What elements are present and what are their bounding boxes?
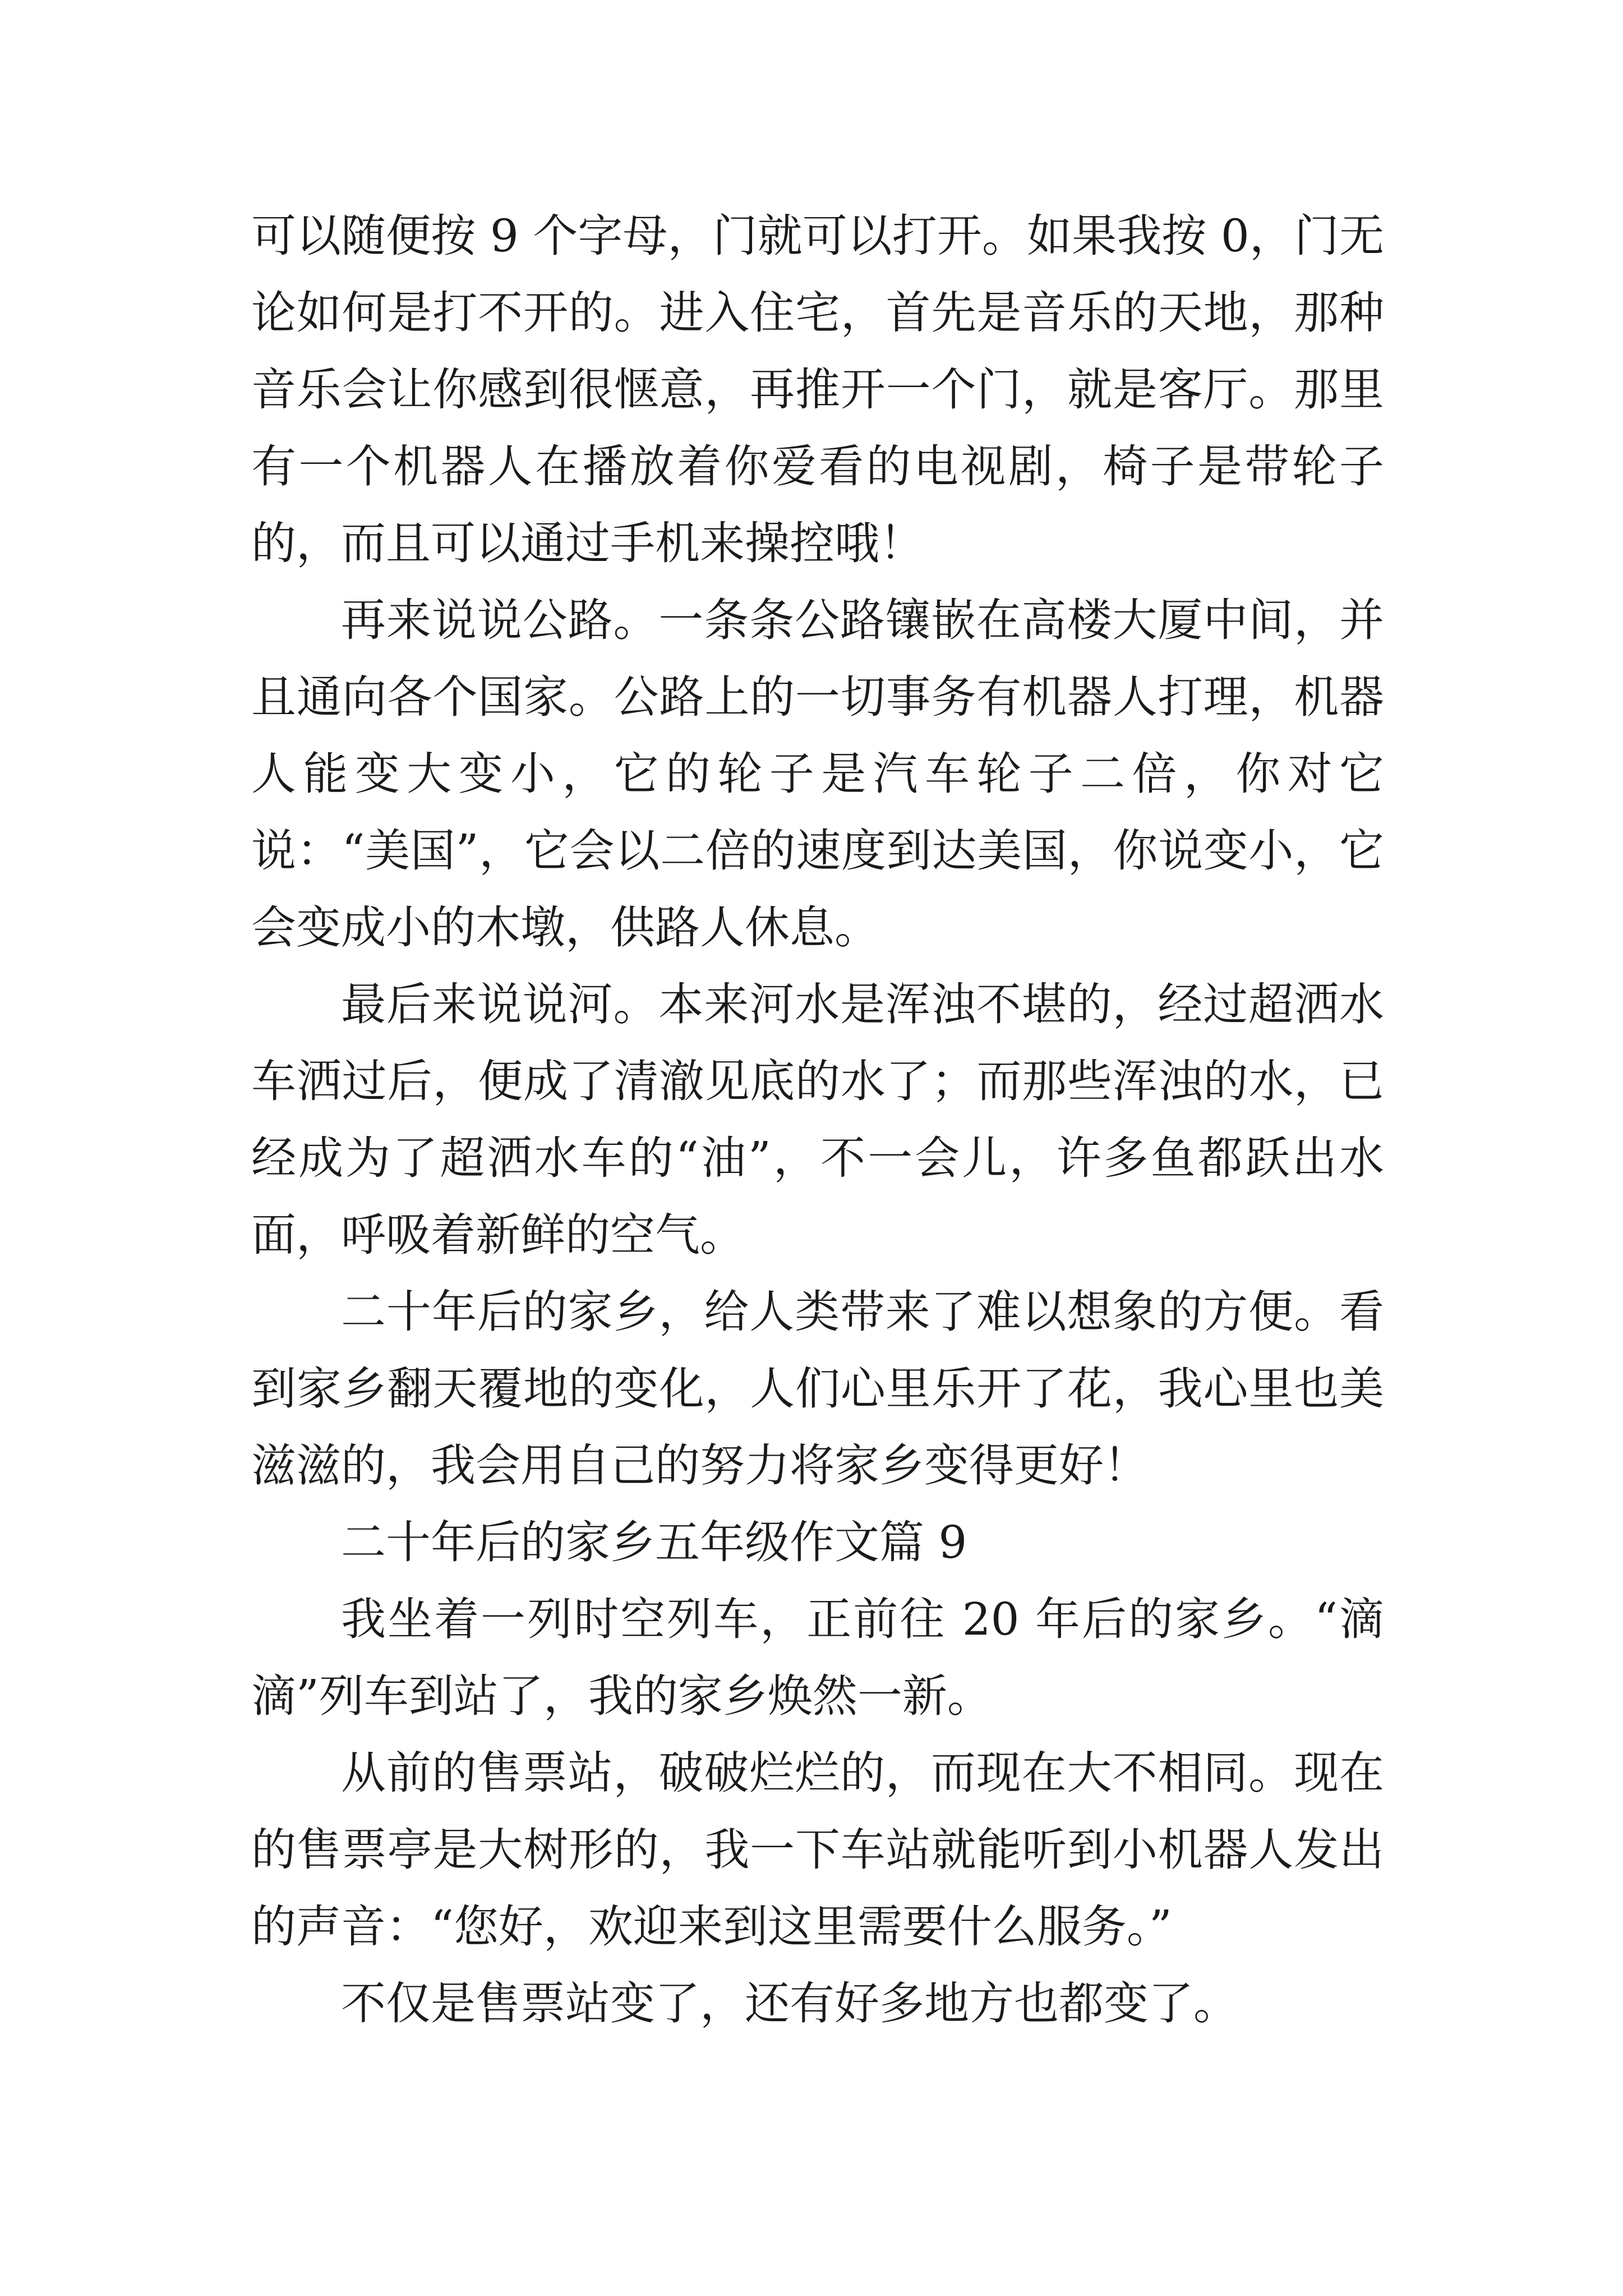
paragraph-conclusion: 二十年后的家乡，给人类带来了难以想象的方便。看到家乡翻天覆地的变化，人们心里乐开了花，我心里也美滋滋的，我会用自己的努力将家乡变得更好！ — [251, 1286, 1384, 1492]
paragraph-continued-house: 可以随便按 9 个字母，门就可以打开。如果我按 0，门无论如何是打不开的。进入住宅，首先是音乐的天地，那种音乐会让你感到很惬意，再推开一个门，就是客厅。那里有一个机器人在播放着你爱看的电视剧，椅子是带轮子的，而且可以通过手机来操控哦！ — [251, 210, 1384, 569]
paragraph-time-train: 我坐着一列时空列车，正前往 20 年后的家乡。“滴滴”列车到站了，我的家乡焕然一新。 — [251, 1593, 1384, 1722]
essay-heading: 二十年后的家乡五年级作文篇 9 — [341, 1516, 967, 1568]
paragraph-ticket-station: 从前的售票站，破破烂烂的，而现在大不相同。现在的售票亭是大树形的，我一下车站就能听到小机器人发出的声音：“您好，欢迎来到这里需要什么服务。” — [251, 1747, 1384, 1953]
document-body — [251, 197, 1384, 2042]
paragraph-road: 再来说说公路。一条条公路镶嵌在高楼大厦中间，并且通向各个国家。公路上的一切事务有机器人打理，机器人能变大变小，它的轮子是汽车轮子二倍，你对它说：“美国”，它会以二倍的速度到达美国，你说变小，它会变成小的木墩，供路人休息。 — [251, 594, 1384, 954]
paragraph-other-changes: 不仅是售票站变了，还有好多地方也都变了。 — [341, 1977, 1238, 2030]
paragraph-river: 最后来说说河。本来河水是浑浊不堪的，经过超洒水车洒过后，便成了清澈见底的水了；而那些浑浊的水，已经成为了超洒水车的“油”，不一会儿，许多鱼都跃出水面，呼吸着新鲜的空气。 — [251, 978, 1384, 1261]
